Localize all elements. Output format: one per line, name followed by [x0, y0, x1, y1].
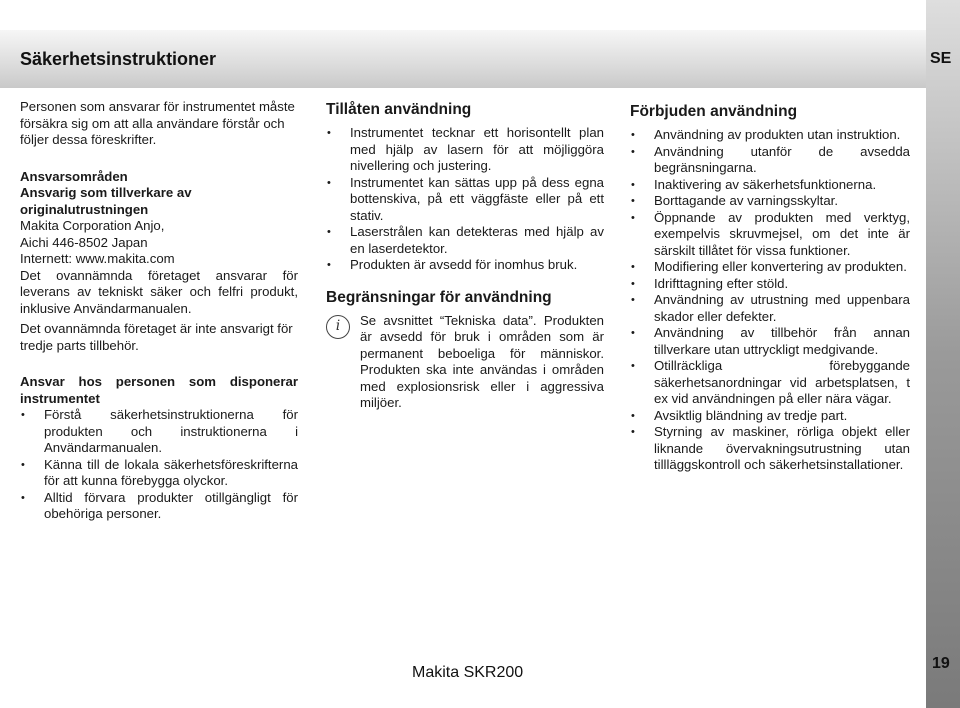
- list-item: • Inaktivering av säkerhetsfunktionerna.: [630, 177, 910, 194]
- list-item: • Känna till de lokala säkerhetsföreskrifterna för att kunna förebygga olyckor.: [20, 457, 298, 490]
- list-item: • Laserstrålen kan detekteras med hjälp av en laserdetektor.: [326, 224, 604, 257]
- company-name: Makita Corporation Anjo,: [20, 218, 165, 233]
- language-label: SE: [930, 50, 952, 67]
- info-icon: i: [326, 315, 350, 339]
- list-item: • Alltid förvara produkter otillgängligt för obehöriga personer.: [20, 490, 298, 523]
- column-responsibility: [20, 99, 298, 523]
- list-item: • Instrumentet kan sättas upp på dess egna bottenskiva, på ett väggfäste eller på ett stativ.: [326, 175, 604, 225]
- company-responsibility: Det ovannämnda företaget ansvarar för leverans av tekniskt säker och felfri produkt, inklusive Användarmanualen.: [20, 267, 298, 316]
- limits-note: [326, 313, 604, 412]
- limits-text: Se avsnittet “Tekniska data”. Produkten är avsedd för bruk i områden som är permanent beboeliga för människor. Produkten ska inte användas i områden med explosionsrisk eller i aggressiva miljöer.: [360, 312, 604, 410]
- owner-list: [20, 407, 298, 523]
- list-item: • Instrumentet tecknar ett horisontellt plan med hjälp av lasern för att möjliggöra nivellering och justering.: [326, 125, 604, 175]
- forbidden-use-list: [630, 127, 910, 474]
- list-item: • Idrifttagning efter stöld.: [630, 276, 910, 293]
- list-item: • Borttagande av varningsskyltar.: [630, 193, 910, 210]
- company-internet: Internett: www.makita.com: [20, 251, 175, 266]
- company-address: Aichi 446-8502 Japan: [20, 234, 148, 250]
- manufacturer-heading: Ansvarig som tillverkare av originalutrustningen: [20, 185, 192, 217]
- list-item: • Användning utanför de avsedda begränsningarna.: [630, 144, 910, 177]
- intro-paragraph: Personen som ansvarar för instrumentet måste försäkra sig om att alla användare förstår och följer dessa föreskrifter.: [20, 99, 295, 147]
- list-item: • Användning av tillbehör från annan tillverkare utan uttryckligt medgivande.: [630, 325, 910, 358]
- footer-product-name: Makita SKR200: [412, 664, 524, 681]
- forbidden-use-heading: Förbjuden användning: [630, 103, 798, 120]
- list-item: • Förstå säkerhetsinstruktionerna för produkten och instruktionerna i Användarmanualen.: [20, 407, 298, 457]
- page-number: 19: [932, 655, 950, 672]
- allowed-use-heading: Tillåten användning: [326, 101, 472, 118]
- list-item: • Avsiktlig bländning av tredje part.: [630, 408, 910, 425]
- list-item: • Öppnande av produkten med verktyg, exempelvis skruvmejsel, om det inte är särskilt tillåtet för vissa funktioner.: [630, 210, 910, 260]
- language-tab: [926, 0, 960, 708]
- list-item: • Styrning av maskiner, rörliga objekt eller liknande övervakningsutrustning utan tillläggskontroll och säkerhetsinstallationer.: [630, 424, 910, 474]
- list-item: • Modifiering eller konvertering av produkten.: [630, 259, 910, 276]
- list-item: • Användning av produkten utan instruktion.: [630, 127, 910, 144]
- allowed-use-list: [326, 125, 604, 274]
- responsibility-heading: Ansvarsområden: [20, 168, 128, 184]
- column-usage: [326, 100, 604, 412]
- owner-heading: Ansvar hos personen som disponerar instrumentet: [20, 374, 298, 406]
- column-forbidden: [630, 102, 910, 474]
- list-item: • Otillräckliga förebyggande säkerhetsanordningar vid arbetsplatsen, t ex vid användningen på eller nära vägar.: [630, 358, 910, 408]
- page-title: Säkerhetsinstruktioner: [20, 49, 217, 69]
- company-not-responsible: Det ovannämnda företaget är inte ansvarigt för tredje parts tillbehör.: [20, 321, 293, 353]
- list-item: • Användning av utrustning med uppenbara skador eller defekter.: [630, 292, 910, 325]
- limits-heading: Begränsningar för användning: [326, 288, 552, 306]
- list-item: • Produkten är avsedd för inomhus bruk.: [326, 257, 604, 274]
